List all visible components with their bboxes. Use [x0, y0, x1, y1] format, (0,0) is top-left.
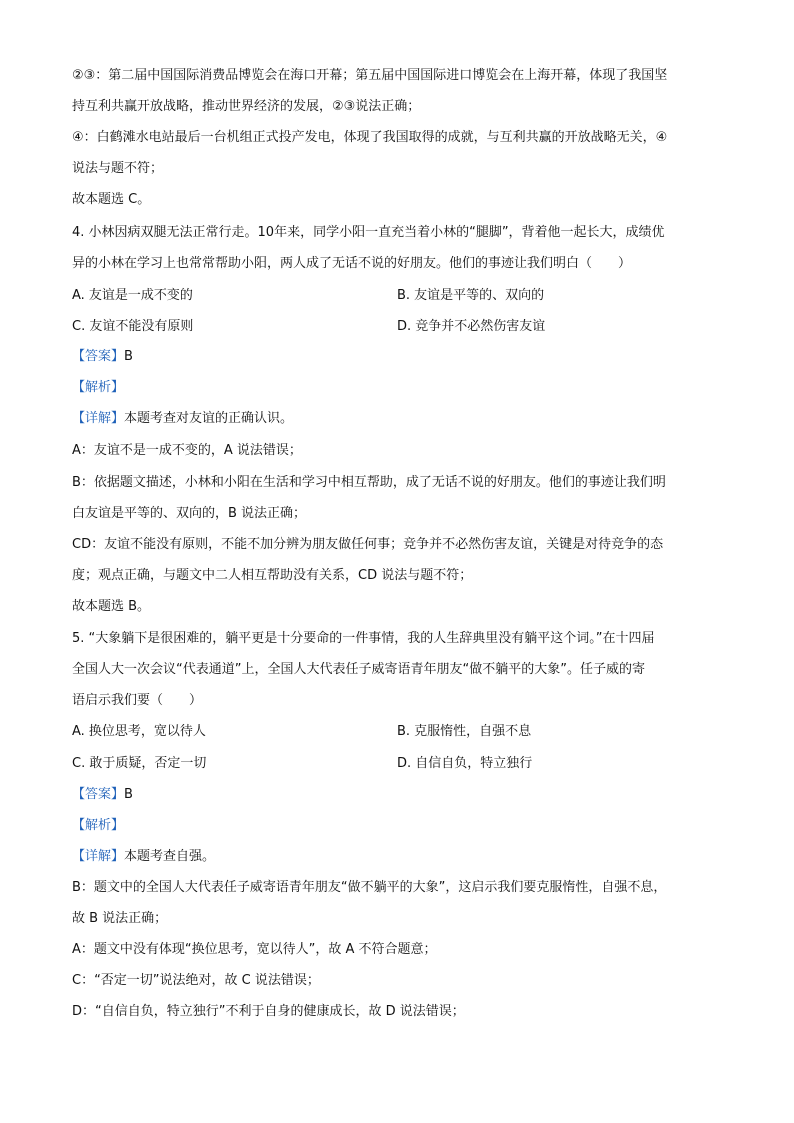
- answer-tag: 【答案】: [72, 787, 125, 802]
- text-line: 说法与题不符；: [72, 161, 164, 176]
- text-line: D：“自信自负，特立独行”不利于自身的健康成长，故 D 说法错误；: [72, 1004, 465, 1019]
- text-line: B：题文中的全国人大代表任子威寄语青年朋友“做不躺平的大象”，这启示我们要克服惰性，自强不息，: [72, 880, 667, 895]
- text-line: C：“否定一切”说法绝对，故 C 说法错误；: [72, 973, 320, 988]
- question-4-stem: 异的小林在学习上也常常帮助小阳，两人成了无话不说的好朋友。他们的事迹让我们明白（ ）: [72, 256, 632, 271]
- text-line: 度；观点正确，与题文中二人相互帮助没有关系，CD 说法与题不符；: [72, 568, 473, 583]
- answer-value: B: [124, 349, 133, 364]
- detail-line: 【详解】本题考查对友谊的正确认识。: [72, 411, 294, 426]
- answer-value: B: [124, 787, 133, 802]
- question-5-stem: 全国人大一次会议“代表通道”上，全国人大代表任子威寄语青年朋友“做不躺平的大象”。任子威的寄: [72, 662, 645, 677]
- analysis-tag: 【解析】: [72, 818, 125, 833]
- text-line: A：友谊不是一成不变的，A 说法错误；: [72, 443, 302, 458]
- question-5-stem: 语启示我们要（ ）: [72, 693, 203, 708]
- answer-line: [72, 349, 133, 365]
- question-5-stem: 5. “大象躺下是很困难的，躺平更是十分要命的一件事情，我的人生辞典里没有躺平这个词。”在十四届: [72, 631, 655, 646]
- detail-tag: 【详解】: [72, 849, 125, 864]
- option-a: A. 换位思考，宽以待人: [72, 724, 206, 739]
- text-line: ④：白鹤滩水电站最后一台机组正式投产发电，体现了我国取得的成就，与互利共赢的开放战略无关，④: [72, 130, 668, 145]
- text-line: 持互利共赢开放战略，推动世界经济的发展，②③说法正确；: [72, 99, 421, 114]
- text-line: 故本题选 C。: [72, 192, 151, 207]
- option-c: C. 友谊不能没有原则: [72, 319, 194, 334]
- text-line: CD：友谊不能没有原则，不能不加分辨为朋友做任何事；竞争并不必然伤害友谊，关键是对待竞争的态: [72, 537, 664, 552]
- option-b: B. 克服惰性，自强不息: [397, 724, 532, 739]
- option-c: C. 敢于质疑，否定一切: [72, 756, 207, 771]
- text-line: 故 B 说法正确；: [72, 911, 168, 926]
- option-d: D. 竞争并不必然伤害友谊: [397, 319, 546, 334]
- text-line: 白友谊是平等的、双向的，B 说法正确；: [72, 506, 307, 521]
- option-a: A. 友谊是一成不变的: [72, 288, 193, 303]
- answer-tag: 【答案】: [72, 349, 125, 364]
- text-line: ②③：第二届中国国际消费品博览会在海口开幕；第五届中国国际进口博览会在上海开幕，体现了我国坚: [72, 68, 668, 83]
- answer-line: [72, 787, 133, 803]
- option-d: D. 自信自负，特立独行: [397, 756, 533, 771]
- text-line: A：题文中没有体现“换位思考，宽以待人”，故 A 不符合题意；: [72, 942, 437, 957]
- text-line: B：依据题文描述，小林和小阳在生活和学习中相互帮助，成了无话不说的好朋友。他们的事迹让我们明: [72, 475, 666, 490]
- text-line: 故本题选 B。: [72, 599, 151, 614]
- analysis-tag: 【解析】: [72, 380, 125, 395]
- question-4-stem: 4. 小林因病双腿无法正常行走。10年来，同学小阳一直充当着小林的“腿脚”，背着他一起长大，成绩优: [72, 225, 665, 240]
- option-b: B. 友谊是平等的、双向的: [397, 288, 545, 303]
- detail-tag: 【详解】: [72, 411, 125, 426]
- detail-line: 【详解】本题考查自强。: [72, 849, 216, 864]
